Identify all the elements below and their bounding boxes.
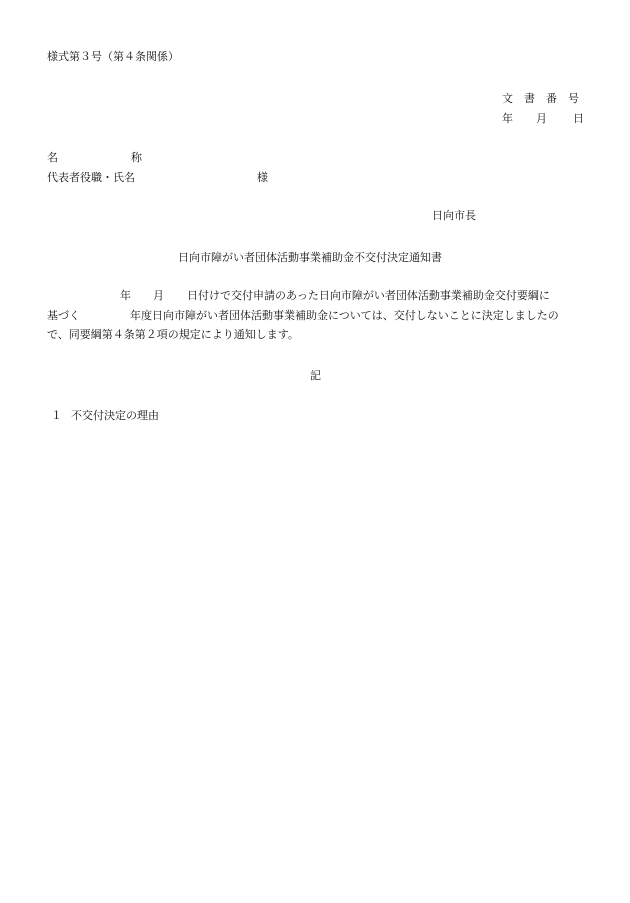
ki-heading: 記 [310,369,321,382]
date-year-label: 年 [502,112,513,125]
body-line2-prefix: 基づく [47,309,80,322]
body-line2-text: 年度日向市障がい者団体活動事業補助金については、交付しないことに決定しましたの [130,309,559,322]
date-day-label: 日 [573,112,584,125]
section-1-number: １ [51,409,62,422]
form-label: 様式第３号（第４条関係） [47,50,179,63]
representative-label: 代表者役職・氏名 [47,171,135,184]
document-number-label: 文 書 番 号 [502,92,579,105]
body-line1-year: 年 [120,289,131,302]
issuer-name: 日向市長 [432,209,476,222]
body-line1-month: 月 [153,289,164,302]
recipient-name-label-2: 称 [131,151,142,164]
body-line3-text: で、同要綱第４条第２項の規定により通知します。 [47,328,299,341]
date-month-label: 月 [536,112,547,125]
recipient-name-label-1: 名 [47,151,58,164]
document-title: 日向市障がい者団体活動事業補助金不交付決定通知書 [178,251,442,264]
honorific: 様 [257,171,268,184]
section-1-label: 不交付決定の理由 [71,409,159,422]
body-line1-text: 日付けで交付申請のあった日向市障がい者団体活動事業補助金交付要綱に [187,289,550,302]
